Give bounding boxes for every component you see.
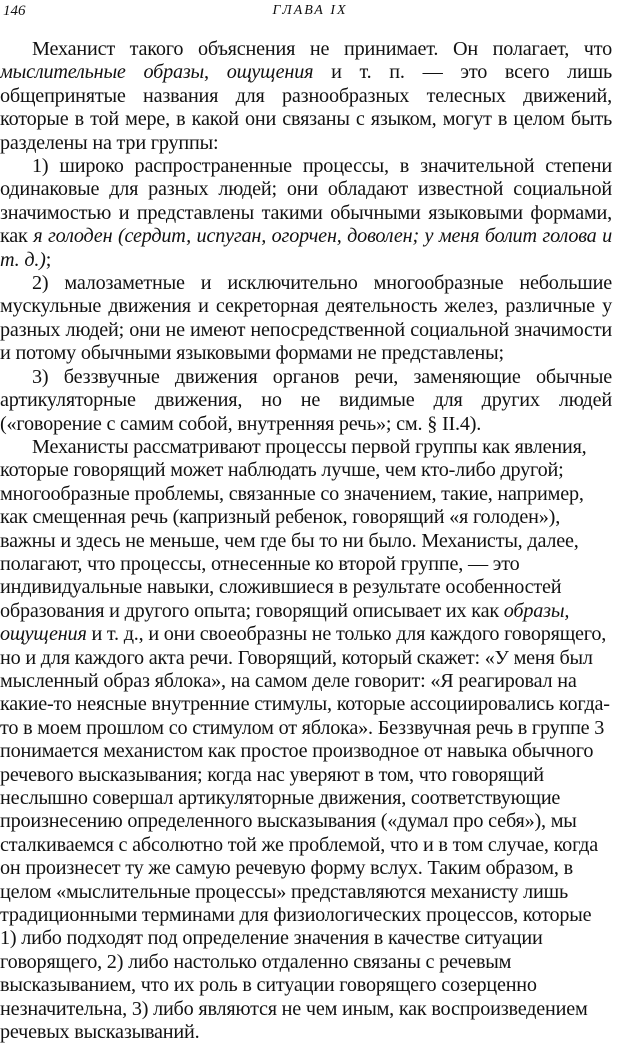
text-run: и т. д., и они своеобразны не только для каждого говорящего, но и для каждого акта речи. Говорящий, который скажет: «У меня был мысленный образ яблока», на самом деле говорит: «Я реагировал на какие-то неясные внутренние стимулы, которые ассоциировались когда-то в моем прошлом со стимулом от яблока». Беззвучная речь в группе 3 понимается механистом как простое производное от навыка обычного речевого высказывания; когда нас уверяют в том, что говорящий неслышно совершал артикуляторные движения, соответствующие произнесению определенного высказывания («думал про себя»), мы сталкиваемся с абсолютно той же проблемой, что и в том случае, когда он произнесет ту же самую речевую форму вслух. Таким образом, в целом «мыслительные процессы» представляются механисту лишь традиционными терминами для физиологических процессов, которые 1) либо подходят под определение значения в качестве ситуации говорящего, 2) либо настолько отдаленно связаны с речевым высказыванием, что их роль в ситуации говорящего созерценно незначительна, 3) либо являются не чем иным, как воспроизведением речевых высказываний. [0,623,610,1044]
text-run: , [204,61,227,84]
paragraph [0,436,612,1044]
italic-run: образы, ощущения [0,599,570,646]
text-run: ; [45,248,52,271]
paragraph [0,155,612,272]
paragraph [0,366,612,436]
paragraph [0,272,612,366]
text-run: Механисты рассматривают процессы первой группы как явления, которые говорящий может наблюдать лучше, чем кто-либо другой; многообразные проблемы, связанные со значением, такие, например, как смещенная речь (капризный ребенок, говорящий «я голоден»), важны и здесь не меньше, чем где бы то ни было. Механисты, далее, полагают, что процессы, отнесенные ко второй группе, — это индивидуальные навыки, сложившиеся в результате особенностей образования и другого опыта; говорящий описывает их как [0,435,587,622]
italic-run: я голоден (сердит, испуган, огорчен, доволен; у меня болит голова и т. д.) [0,225,612,271]
paragraph [0,38,612,155]
italic-run: мыслительные образы [0,61,205,84]
page-header [0,0,620,30]
text-run: и т. п. — это всего лишь общепринятые названия для разнообразных телесных движений, которые в той мере, в какой они связаны с языком, могут в целом быть разделены на три группы: [0,61,612,154]
body-text [0,38,612,1044]
italic-run: ощущения [226,61,314,84]
text-run: 1) широко распространенные процессы, в значительной степени одинаковые для разных людей; они обладают известной социальной значимостью и представлены такими обычными языковыми формами, как [0,155,612,248]
page-number: 146 [3,3,26,19]
text-run: Механист такого объяснения не принимает. Он полагает, что [32,38,612,60]
text-run: 2) малозаметные и исключительно многообразные небольшие мускульные движения и секреторная деятельность желез, различные у разных людей; они не имеют непосредственной социальной значимости и потому обычными языковыми формами не представлены; [0,272,612,365]
text-run: 3) беззвучные движения органов речи, заменяющие обычные артикуляторные движения, но не видимые для других людей («говорение с самим собой, внутренняя речь»; см. § II.4). [0,365,612,435]
running-head: ГЛАВА IX [272,3,348,18]
